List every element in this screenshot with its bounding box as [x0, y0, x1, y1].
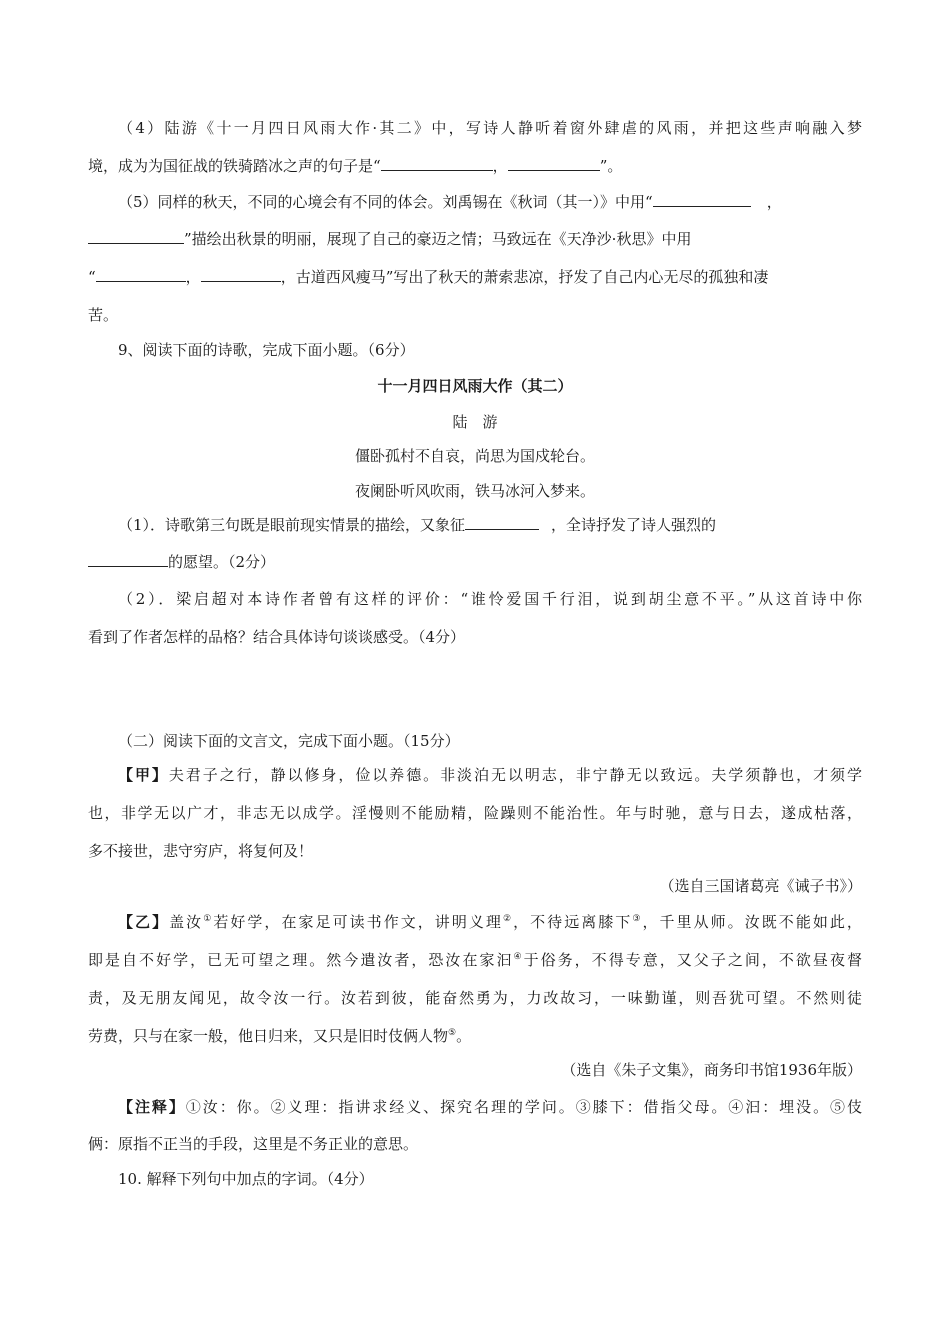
- section2-heading: （二）阅读下面的文言文，完成下面小题。（15分）: [118, 732, 460, 750]
- note-text-1: ①汝：你。②义理：指讲求经义、探究名理的学问。③膝下：借指父母。④汩：埋没。⑤伎: [185, 1098, 862, 1116]
- yi-text: 于俗务，不得专意，又父子之间，不欲昼夜督: [523, 951, 862, 969]
- q9-sub1-text-a: （1）．诗歌第三句既是眼前现实情景的描绘，又象征: [118, 516, 466, 534]
- jia-line2: 也，非学无以广才，非志无以成学。淫慢则不能励精，险躁则不能治性。年与时驰，意与日去，遂成枯落，: [88, 804, 862, 822]
- footnote-marker: ④: [513, 952, 524, 962]
- answer-blank[interactable]: [96, 267, 186, 282]
- q8-5-comma2: ，: [185, 268, 201, 286]
- jia-source: （选自三国诸葛亮《诫子书》）: [659, 877, 862, 895]
- q8-5-text-c: ，古道西风瘦马”写出了秋天的萧索悲凉，抒发了自己内心无尽的孤独和凄: [280, 268, 769, 286]
- footnote-marker: ③: [632, 914, 643, 924]
- answer-blank[interactable]: [88, 229, 184, 244]
- yi-line4: [88, 1026, 862, 1046]
- yi-line3: 责，及无朋友闻见，故令汝一行。汝若到彼，能奋然勇为，力改故习，一味勤谨，则吾犹可望。不然则徒: [88, 989, 862, 1007]
- q8-4-comma: ，: [492, 157, 508, 175]
- answer-blank[interactable]: [88, 552, 168, 567]
- q8-4-line1: （4）陆游《十一月四日风雨大作·其二》中，写诗人静听着窗外肆虐的风雨，并把这些声响融入梦: [118, 119, 862, 137]
- q9-sub1-text-c: 的愿望。（2分）: [168, 553, 276, 571]
- q8-5-text-b: ”描绘出秋景的明丽，展现了自己的豪迈之情；马致远在《天净沙·秋思》中用: [184, 230, 692, 248]
- note-line1: [118, 1097, 862, 1117]
- q9-heading: 9、阅读下面的诗歌，完成下面小题。（6分）: [118, 341, 415, 359]
- q9-sub1-text-b: ，全诗抒发了诗人强烈的: [551, 516, 717, 534]
- footnote-marker: ①: [203, 914, 214, 924]
- jia-label: 【甲】: [118, 766, 169, 784]
- poem-title: 十一月四日风雨大作（其二）: [377, 377, 573, 395]
- q8-5-line4: 苦。: [88, 306, 119, 324]
- q8-4-line2: [88, 156, 862, 176]
- note-line2: 俩：原指不正当的手段，这里是不务正业的意思。: [88, 1135, 419, 1153]
- yi-text: 劳费，只与在家一般，他日归来，又只是旧时伎俩人物: [88, 1027, 449, 1045]
- jia-text-1: 夫君子之行，静以修身，俭以养德。非淡泊无以明志，非宁静无以致远。夫学须静也，才须学: [168, 766, 862, 784]
- q9-sub1-line1: [118, 515, 862, 535]
- yi-label: 【乙】: [118, 913, 170, 931]
- yi-text: 即是自不好学，已无可望之理。然今遣汝者，恐汝在家汩: [88, 951, 514, 969]
- poem-line-2: 夜阑卧听风吹雨，铁马冰河入梦来。: [354, 482, 595, 500]
- footnote-marker: ⑤: [448, 1028, 457, 1038]
- answer-blank[interactable]: [201, 267, 281, 282]
- q8-5-line2: [88, 229, 862, 249]
- footnote-marker: ②: [502, 914, 514, 924]
- answer-blank[interactable]: [508, 156, 600, 171]
- yi-line2: [88, 950, 862, 970]
- answer-blank[interactable]: [653, 192, 751, 207]
- yi-text: ，不待远离膝下: [513, 913, 633, 931]
- q8-4-text-c: ”。: [599, 157, 623, 175]
- q9-sub1-line2: [88, 552, 862, 572]
- q8-5-text-a: （5）同样的秋天，不同的心境会有不同的体会。刘禹锡在《秋词（其一）》中用“: [118, 193, 653, 211]
- answer-blank[interactable]: [381, 156, 493, 171]
- yi-source: （选自《朱子文集》，商务印书馆1936年版）: [561, 1061, 862, 1079]
- q9-sub2-line1: （2）．梁启超对本诗作者曾有这样的评价：“谁怜爱国千行泪，说到胡尘意不平。”从这首诗中你: [118, 590, 862, 608]
- yi-text: 。: [456, 1027, 472, 1045]
- poem-author: 陆 游: [452, 413, 498, 431]
- yi-text: ，千里从师。汝既不能如此，: [642, 913, 862, 931]
- yi-text: 若好学，在家足可读书作文，讲明义理: [213, 913, 503, 931]
- q8-5-line1: [118, 192, 862, 212]
- q8-4-text-a: 境，成为为国征战的铁骑踏冰之声的句子是“: [88, 157, 381, 175]
- jia-line3: 多不接世，悲守穷庐，将复何及！: [88, 842, 314, 860]
- q8-5-open-quote: “: [88, 268, 96, 286]
- q9-sub2-line2: 看到了作者怎样的品格？结合具体诗句谈谈感受。（4分）: [88, 628, 466, 646]
- yi-line1: [118, 912, 862, 932]
- q8-5-line3: [88, 267, 862, 287]
- jia-line1: [118, 765, 862, 785]
- poem-line-1: 僵卧孤村不自哀，尚思为国戍轮台。: [354, 447, 595, 465]
- note-label: 【注释】: [118, 1098, 186, 1116]
- q8-5-comma: ，: [766, 193, 782, 211]
- answer-blank[interactable]: [465, 515, 539, 530]
- q10-heading: 10. 解释下列句中加点的字词。（4分）: [118, 1170, 374, 1188]
- yi-text: 盖汝: [169, 913, 204, 931]
